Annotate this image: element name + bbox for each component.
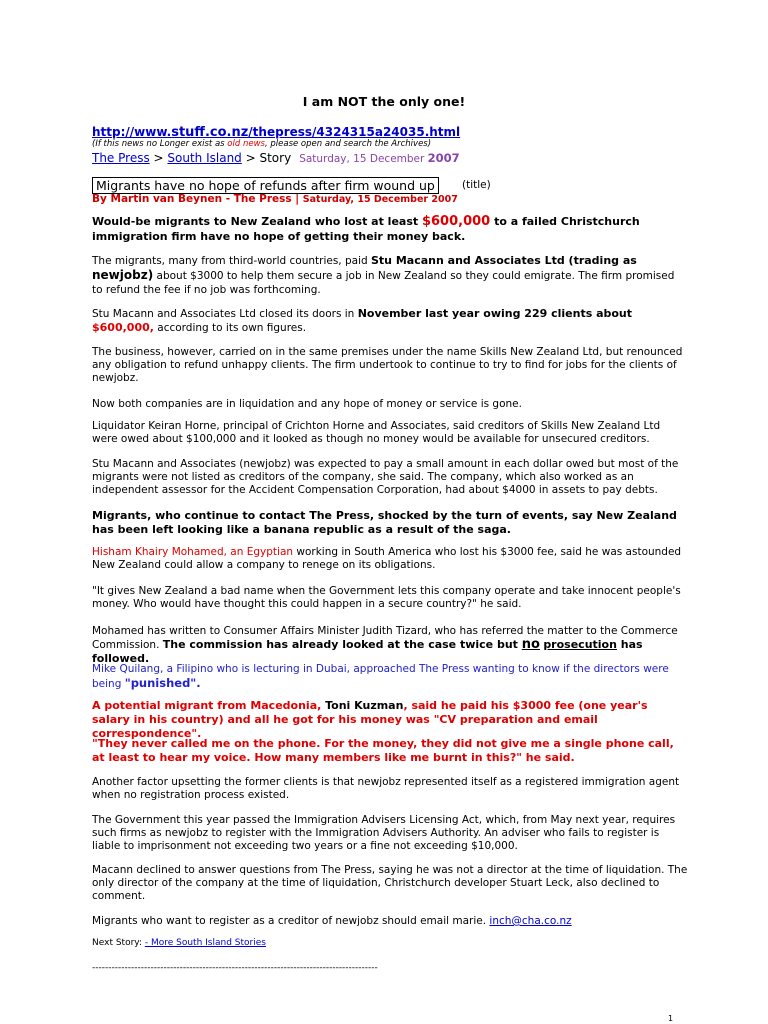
breadcrumb-date: [299, 153, 460, 165]
paragraph-11: [92, 624, 688, 666]
breadcrumb-south-island[interactable]: South Island: [167, 151, 242, 165]
paragraph-9: [92, 546, 688, 572]
article-headline: Migrants have no hope of refunds after firm wound up: [92, 177, 439, 194]
p11-end: has followed.: [92, 638, 643, 665]
p13-red-end: , said he paid his $3000 fee (one year's salary in his country) and all he got for his money was "CV preparation and email correspondence".: [92, 699, 648, 740]
p11-text: Mohamed has written to Consumer Affairs Minister Judith Tizard, who has referred the matter to the Commerce Commission.: [92, 625, 678, 651]
byline-author: By Martin van Beynen - The Press |: [92, 193, 300, 205]
p11-bold: The commission has already looked at the case twice but: [162, 638, 522, 651]
breadcrumb-sep: >: [149, 151, 168, 165]
url-prefix: http://www.: [92, 125, 172, 139]
p3-text: Stu Macann and Associates Ltd closed its doors in: [92, 308, 358, 320]
p13-name: Toni Kuzman: [321, 699, 404, 712]
p2-text-end: about $3000 to help them secure a job in New Zealand so they could emigrate. The firm promised to refund the fee if no job was forthcoming.: [92, 270, 675, 296]
p12-punished: "punished".: [124, 676, 201, 690]
date-text: Saturday, 15 December: [299, 153, 425, 165]
p1-text-end: to a failed Christchurch immigration firm have no hope of getting their money back.: [92, 215, 640, 243]
email-link[interactable]: inch@cha.co.nz: [489, 915, 572, 927]
next-story-label: Next Story:: [92, 938, 145, 948]
paragraph-12: [92, 662, 688, 691]
next-story-link[interactable]: - More South Island Stories: [144, 938, 266, 948]
paragraph-17: Macann declined to answer questions from The Press, saying he was not a director at the time of liquidation. The only director of the company at the time of liquidation, Christchurch developer Stuart Leck, also declined to comment.: [92, 864, 688, 902]
paragraph-16: The Government this year passed the Immigration Advisers Licensing Act, which, from May next year, requires such firms as newjobz to register with the Immigration Advisers Authority. An adviser who fails to register is liable to imprisonment not exceeding two years or a fine not exceeding $10,000.: [92, 814, 676, 852]
source-url-link[interactable]: [92, 125, 460, 140]
next-story: [92, 938, 266, 948]
p2-text: The migrants, many from third-world countries, paid: [92, 255, 371, 267]
date-year: 2007: [427, 151, 460, 165]
archive-note: [92, 139, 431, 149]
paragraph-14: "They never called me on the phone. For the money, they did not give me a single phone call, at least to hear my voice. How many members like me burnt in this?" he said.: [92, 737, 674, 764]
paragraph-6: Liquidator Keiran Horne, principal of Crichton Horne and Associates, said creditors of Skills New Zealand Ltd were owed about $100,000 and it looked as though no money would be available for unsecured creditors.: [92, 420, 661, 445]
paragraph-8: Migrants, who continue to contact The Press, shocked by the turn of events, say New Zealand has been left looking like a banana republic as a result of the saga.: [92, 509, 677, 536]
paragraph-13: [92, 699, 688, 741]
paragraph-15: Another factor upsetting the former clients is that newjobz represented itself as a registered immigration agent when no registration process existed.: [92, 776, 680, 801]
p18-text: Migrants who want to register as a creditor of newjobz should email marie.: [92, 915, 490, 927]
p11-no: no: [521, 637, 540, 652]
url-domain: stuff.co.nz: [171, 125, 249, 140]
p3-amount: $600,000,: [92, 321, 154, 334]
page-title: I am NOT the only one!: [302, 94, 466, 109]
paragraph-4: The business, however, carried on in the same premises under the name Skills New Zealand Ltd, but renounced any obligation to refund unhappy clients. The firm undertook to continue to try to find for jobs for the clients of newjobz.: [92, 346, 683, 384]
p13-macedonia: Macedonia,: [250, 699, 322, 712]
p2-company: Stu Macann and Associates Ltd (trading as: [371, 254, 637, 267]
paragraph-2: [92, 254, 688, 297]
headline-tag: (title): [462, 179, 491, 191]
paragraph-18: [92, 915, 688, 928]
p2-newjobz: newjobz): [92, 268, 154, 282]
divider-dashes: ----------------------------------------------------------------------------------------: [92, 963, 378, 973]
breadcrumb-story: > Story: [241, 151, 292, 165]
note-text-end: , please open and search the Archives): [264, 139, 432, 149]
paragraph-5: Now both companies are in liquidation and any hope of money or service is gone.: [92, 398, 522, 410]
p1-text: Would-be migrants to New Zealand who lost at least: [92, 215, 422, 228]
p13-red: A potential migrant from: [92, 699, 251, 712]
page-number: 1: [668, 1014, 674, 1023]
breadcrumb-the-press[interactable]: The Press: [92, 151, 150, 165]
lead-paragraph: [92, 214, 688, 244]
p9-text: working in South America who lost his $3000 fee, said he was astounded New Zealand could allow a company to renege on its obligations.: [92, 546, 682, 571]
paragraph-10: "It gives New Zealand a bad name when the Government lets this company operate and take innocent people's money. Who would have thought this could happen in a secure country?" he said.: [92, 585, 681, 610]
note-old-news: old news: [227, 139, 265, 149]
p12-text: Mike Quilang, a Filipino who is lecturing in Dubai, approached The Press wanting to know if the directors were being: [92, 663, 669, 690]
byline-date: Saturday, 15 December 2007: [302, 194, 458, 205]
p11-prosecution: prosecution: [543, 638, 617, 651]
p1-amount: $600,000: [421, 214, 491, 229]
breadcrumb: [92, 151, 460, 165]
url-path: /thepress/4324315a24035.html: [248, 125, 461, 139]
p3-text-end: according to its own figures.: [153, 322, 307, 334]
byline: [92, 193, 458, 205]
p3-bold: November last year owing 229 clients about: [357, 307, 633, 320]
paragraph-7: Stu Macann and Associates (newjobz) was expected to pay a small amount in each dollar owed but most of the migrants were not listed as creditors of the company, she said. The company, which also worked as an independent assessor for the Accident Compensation Corporation, had about $4000 in assets to pay debts.: [92, 458, 679, 496]
p9-name: Hisham Khairy Mohamed, an Egyptian: [92, 546, 294, 558]
paragraph-3: [92, 307, 688, 335]
note-text: (If this news no Longer exist as: [92, 139, 228, 149]
